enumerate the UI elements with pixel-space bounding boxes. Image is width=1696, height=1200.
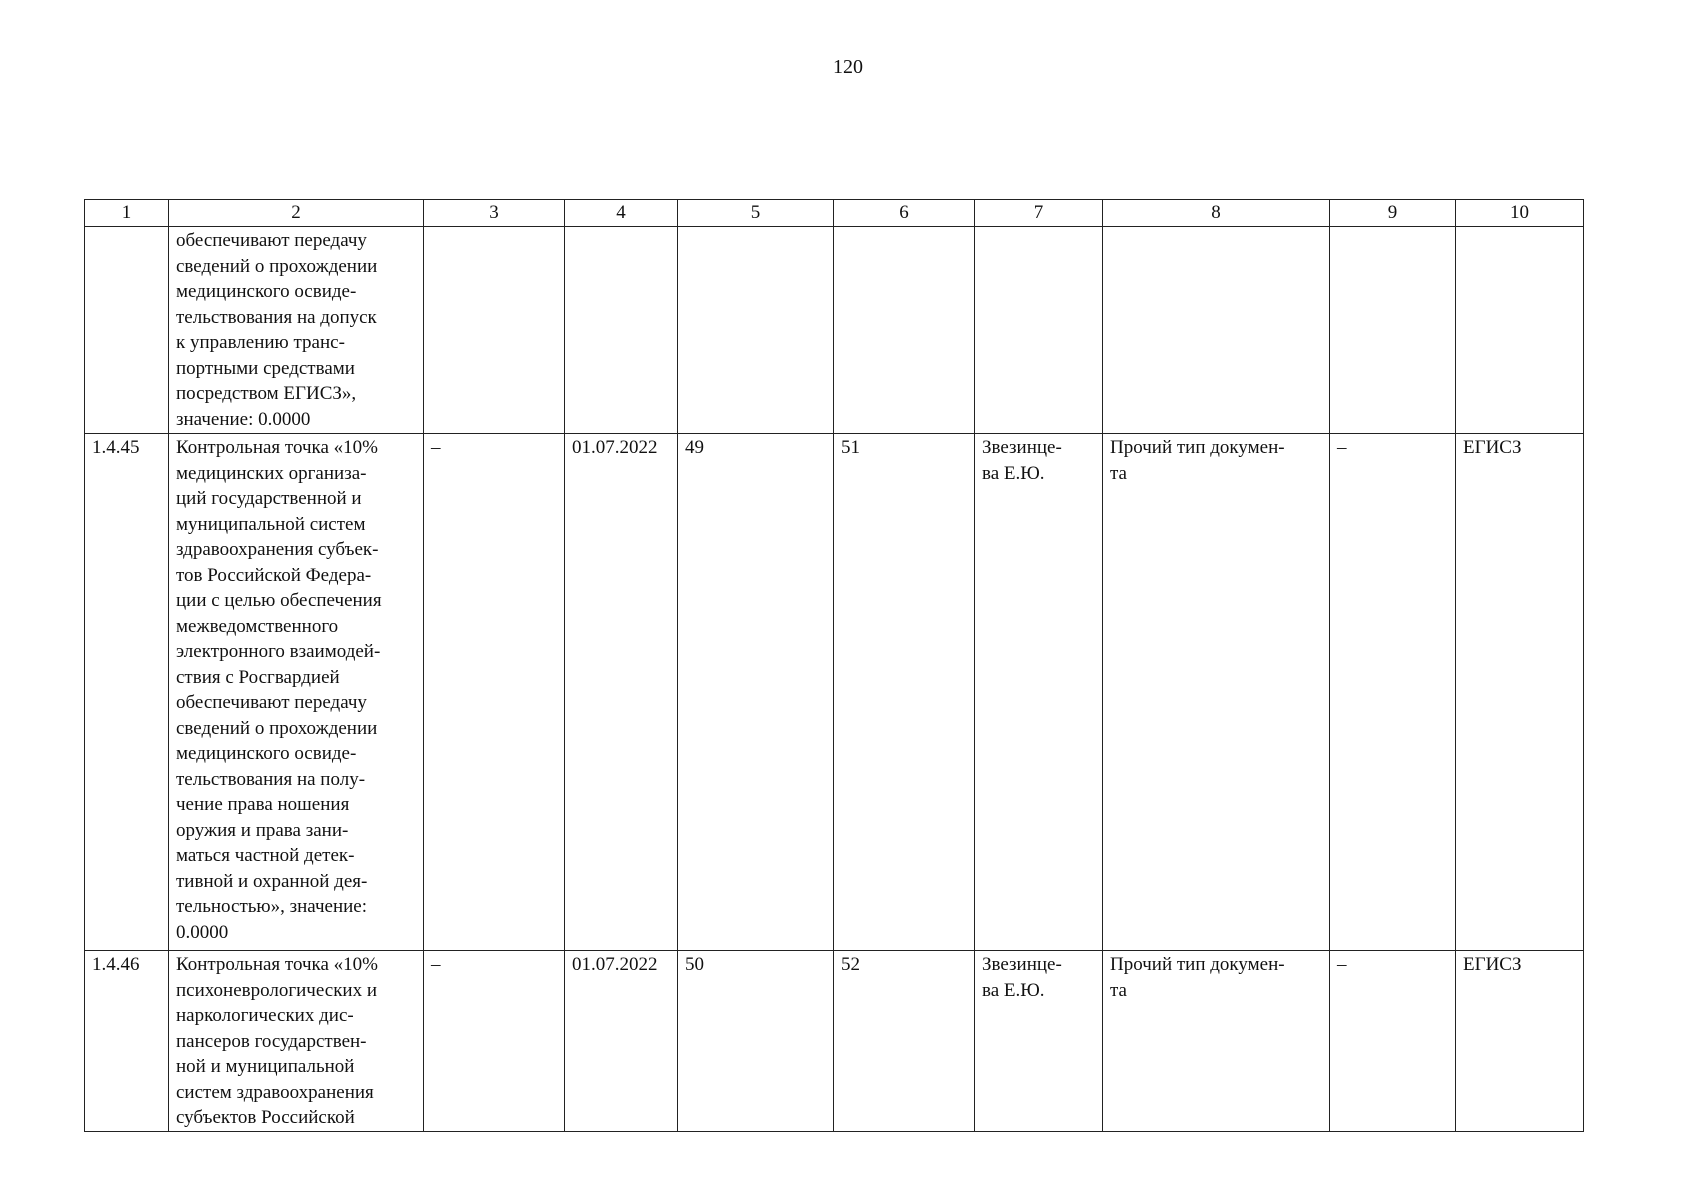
table-row: [85, 227, 1584, 434]
row-predecessor: –: [424, 434, 565, 951]
row-responsible: [975, 227, 1103, 434]
row-level: –: [1330, 434, 1456, 951]
row-date: 01.07.2022: [565, 951, 678, 1132]
row-col5: [678, 227, 834, 434]
row-date: 01.07.2022: [565, 434, 678, 951]
row-col6: [834, 227, 975, 434]
row-col6: 52: [834, 951, 975, 1132]
table-row: [85, 434, 1584, 951]
row-number: 1.4.45: [85, 434, 169, 951]
row-date: [565, 227, 678, 434]
row-description: Контрольная точка «10% медицинских организа- ций государственной и муниципальной систем здравоохранения субъек- тов Российской Федера- ции с целью обеспечения межведомственного электронного взаимодей- ствия с Росгвардией обеспечивают передачу сведений о прохождении медицинского освиде- тельствования на полу- чение права ношения оружия и права зани- маться частной детек- тивной и охранной дея- тельностью», значение: 0.0000: [169, 434, 424, 951]
row-doc-type: [1103, 227, 1330, 434]
column-header: 5: [678, 200, 834, 227]
row-col5: 49: [678, 434, 834, 951]
row-doc-type: Прочий тип докумен- та: [1103, 951, 1330, 1132]
column-header: 9: [1330, 200, 1456, 227]
page-number: 120: [833, 56, 863, 78]
row-responsible: Звезинце- ва Е.Ю.: [975, 434, 1103, 951]
row-number: 1.4.46: [85, 951, 169, 1132]
row-predecessor: –: [424, 951, 565, 1132]
row-doc-type: Прочий тип докумен- та: [1103, 434, 1330, 951]
column-header: 8: [1103, 200, 1330, 227]
row-col5: 50: [678, 951, 834, 1132]
column-header: 4: [565, 200, 678, 227]
plan-table: [84, 199, 1584, 1132]
row-responsible: Звезинце- ва Е.Ю.: [975, 951, 1103, 1132]
row-description: Контрольная точка «10% психоневрологических и наркологических дис- пансеров государствен- ной и муниципальной систем здравоохранения субъектов Российской: [169, 951, 424, 1132]
row-system: ЕГИСЗ: [1456, 434, 1584, 951]
column-header: 6: [834, 200, 975, 227]
row-level: [1330, 227, 1456, 434]
column-header: 7: [975, 200, 1103, 227]
row-col6: 51: [834, 434, 975, 951]
row-description: обеспечивают передачу сведений о прохождении медицинского освиде- тельствования на допуск к управлению транс- портными средствами посредством ЕГИСЗ», значение: 0.0000: [169, 227, 424, 434]
column-header: 10: [1456, 200, 1584, 227]
column-header: 3: [424, 200, 565, 227]
row-level: –: [1330, 951, 1456, 1132]
row-system: ЕГИСЗ: [1456, 951, 1584, 1132]
row-number: [85, 227, 169, 434]
table-header-row: [85, 200, 1584, 227]
table-row: [85, 951, 1584, 1132]
row-predecessor: [424, 227, 565, 434]
row-system: [1456, 227, 1584, 434]
column-header: 2: [169, 200, 424, 227]
column-header: 1: [85, 200, 169, 227]
